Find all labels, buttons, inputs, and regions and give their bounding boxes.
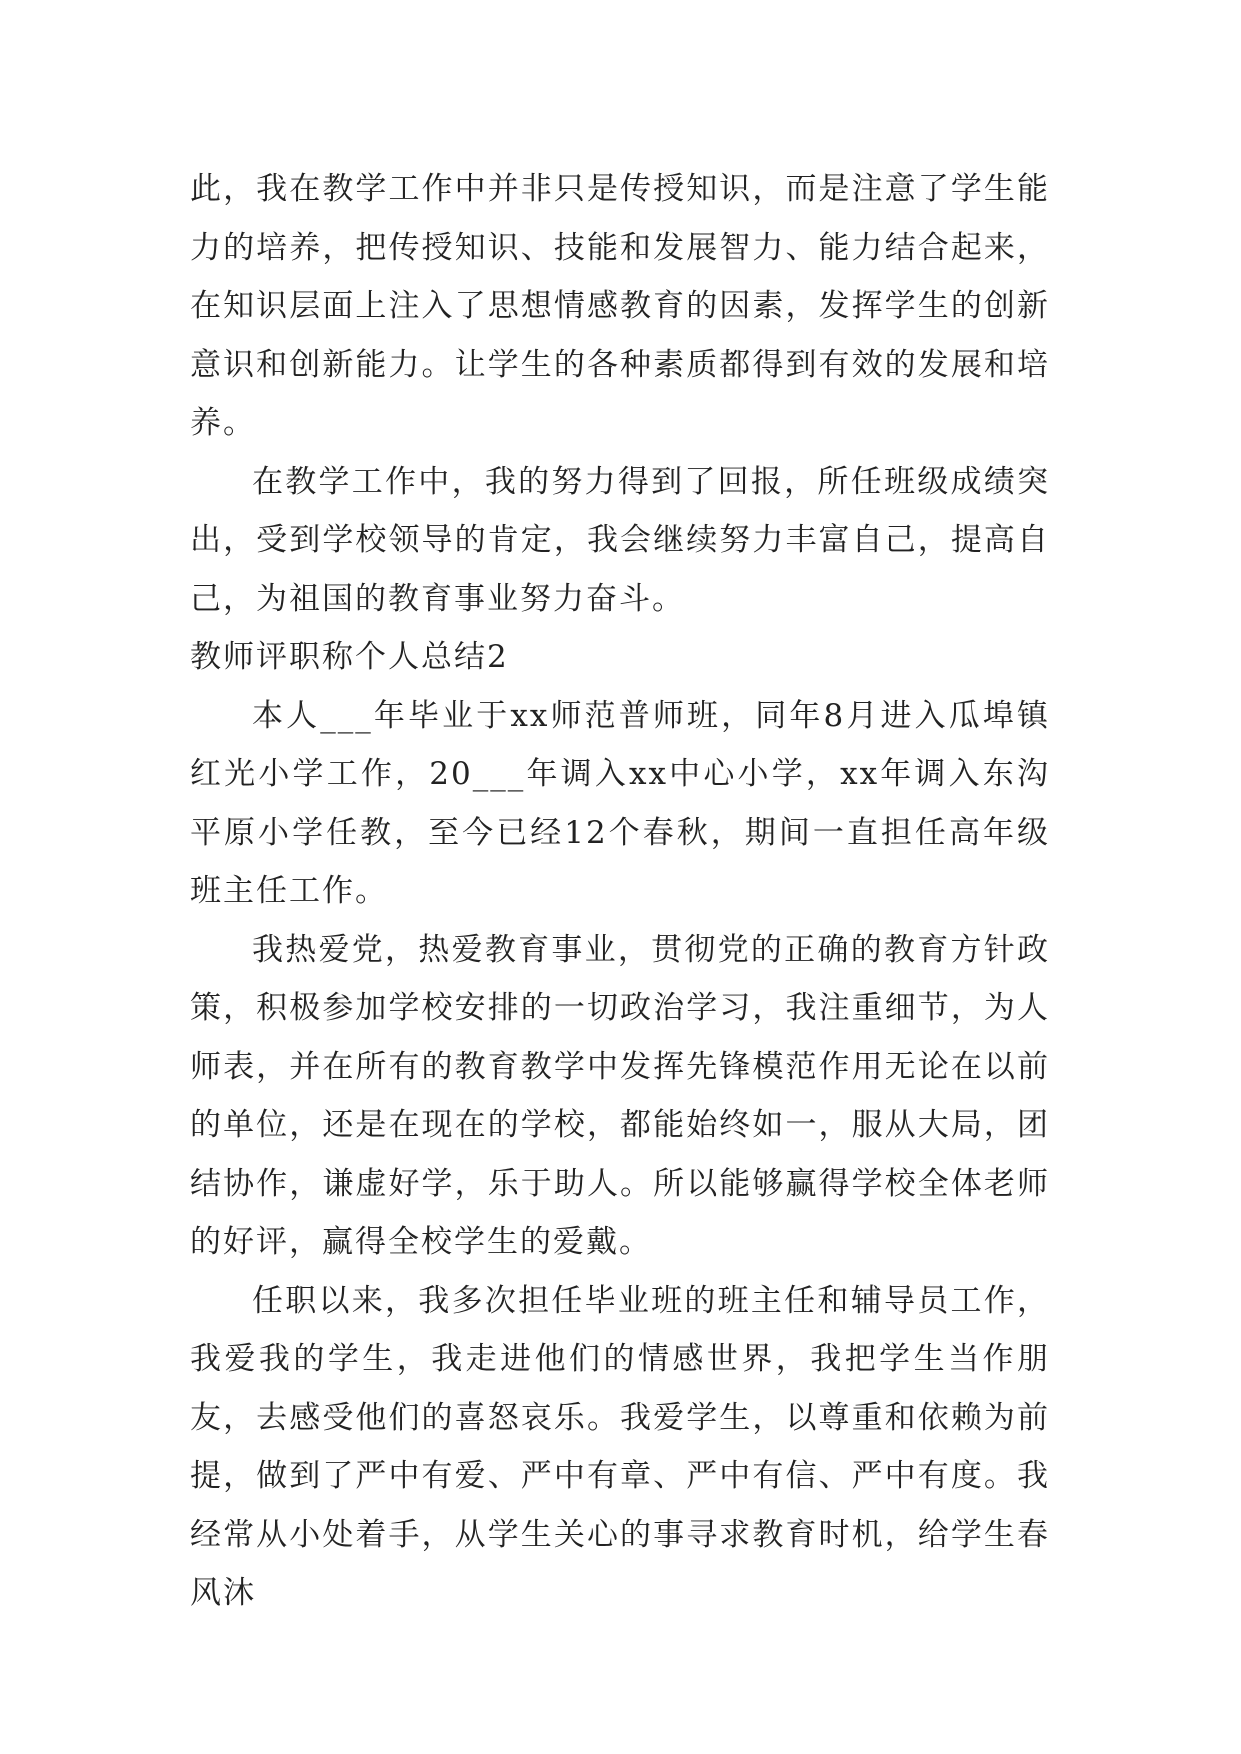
section-heading: 教师评职称个人总结2 <box>190 639 509 675</box>
paragraph-class-teacher-work: 任职以来，我多次担任毕业班的班主任和辅导员工作，我爱我的学生，我走进他们的情感世界，我把学生当作朋友，去感受他们的喜怒哀乐。我爱学生，以尊重和依赖为前提，做到了严中有爱、严中有章、严中有信、严中有度。我经常从小处着手，从学生关心的事寻求教育时机，给学生春风沐 <box>190 1282 1050 1611</box>
paragraph-career-history: 本人___年毕业于xx师范普师班，同年8月进入瓜埠镇红光小学工作，20___年调入xx中心小学，xx年调入东沟平原小学任教，至今已经12个春秋，期间一直担任高年级班主任工作。 <box>190 697 1050 909</box>
document-body <box>190 160 1050 1623</box>
paragraph-teaching-results: 在教学工作中，我的努力得到了回报，所任班级成绩突出，受到学校领导的肯定，我会继续努力丰富自己，提高自己，为祖国的教育事业努力奋斗。 <box>190 463 1050 617</box>
paragraph-continuation: 此，我在教学工作中并非只是传授知识，而是注意了学生能力的培养，把传授知识、技能和发展智力、能力结合起来，在知识层面上注入了思想情感教育的因素，发挥学生的创新意识和创新能力。让学生的各种素质都得到有效的发展和培养。 <box>190 171 1050 441</box>
paragraph-political-attitude: 我热爱党，热爱教育事业，贯彻党的正确的教育方针政策，积极参加学校安排的一切政治学习，我注重细节，为人师表，并在所有的教育教学中发挥先锋模范作用无论在以前的单位，还是在现在的学校，都能始终如一，服从大局，团结协作，谦虚好学，乐于助人。所以能够赢得学校全体老师的好评，赢得全校学生的爱戴。 <box>190 931 1050 1260</box>
